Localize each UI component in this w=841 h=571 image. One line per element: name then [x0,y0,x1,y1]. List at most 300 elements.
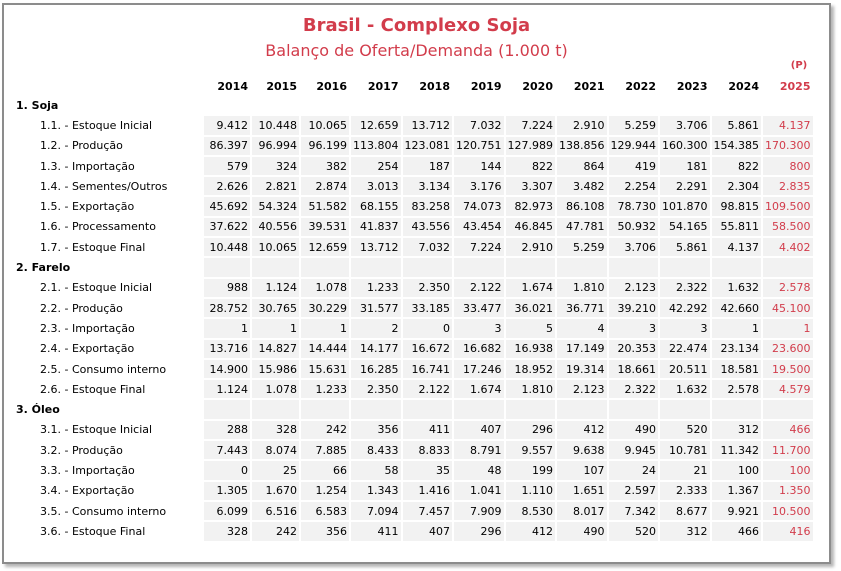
value-cell: 2.122 [403,380,453,398]
value-cell: 18.581 [712,360,762,378]
value-cell: 3 [660,319,710,337]
value-cell: 2.910 [506,238,556,256]
projection-cell: 1 [763,319,813,337]
value-cell: 160.300 [660,137,710,155]
projection-cell: 45.100 [763,299,813,317]
value-cell: 988 [204,279,250,297]
value-cell: 2.350 [351,380,401,398]
value-cell: 8.791 [454,441,504,459]
value-cell: 20.353 [609,340,659,358]
report-subtitle: Balanço de Oferta/Demanda (1.000 t) [265,41,568,60]
value-cell: 9.945 [609,441,659,459]
value-cell: 3.013 [351,177,401,195]
value-cell: 407 [403,522,453,540]
value-cell: 1.670 [252,482,299,500]
section-title: 1. Soja [16,98,59,112]
value-cell: 2.123 [557,380,607,398]
value-cell: 1.124 [252,279,299,297]
value-cell: 25 [252,461,299,479]
value-cell: 7.094 [351,502,401,520]
value-cell: 1.632 [712,279,762,297]
value-cell: 54.324 [252,197,299,215]
year-header-row [14,78,813,94]
empty-cell [660,400,710,418]
value-cell: 520 [609,522,659,540]
empty-cell [712,258,762,276]
value-cell: 1 [204,319,250,337]
value-cell: 1.078 [301,279,349,297]
empty-cell [351,258,401,276]
value-cell: 14.827 [252,340,299,358]
empty-cell [763,96,813,114]
table-row [14,137,813,155]
table-row [14,502,813,520]
value-cell: 55.811 [712,218,762,236]
value-cell: 33.477 [454,299,504,317]
table-row [14,461,813,479]
value-cell: 30.229 [301,299,349,317]
projection-cell: 58.500 [763,218,813,236]
table-row [14,441,813,459]
year-header-2022: 2022 [625,79,656,93]
value-cell: 16.741 [403,360,453,378]
header-corner [14,78,202,94]
value-cell: 8.530 [506,502,556,520]
value-cell: 2.122 [454,279,504,297]
value-cell: 7.224 [506,116,556,134]
value-cell: 7.909 [454,502,504,520]
projection-cell: 19.500 [763,360,813,378]
value-cell: 7.224 [454,238,504,256]
value-cell: 382 [301,157,349,175]
value-cell: 127.989 [506,137,556,155]
value-cell: 66 [301,461,349,479]
value-cell: 15.986 [252,360,299,378]
value-cell: 19.314 [557,360,607,378]
table-row [14,319,813,337]
value-cell: 5.861 [660,238,710,256]
row-label: 2.2. - Produção [40,301,123,315]
value-cell: 41.837 [351,218,401,236]
value-cell: 96.199 [301,137,349,155]
value-cell: 39.531 [301,218,349,236]
projection-cell: 2.835 [763,177,813,195]
value-cell: 10.448 [204,238,250,256]
empty-cell [454,96,504,114]
value-cell: 2.874 [301,177,349,195]
value-cell: 129.944 [609,137,659,155]
value-cell: 2.123 [609,279,659,297]
empty-cell [557,96,607,114]
value-cell: 520 [660,421,710,439]
value-cell: 101.870 [660,197,710,215]
value-cell: 2.350 [403,279,453,297]
empty-cell [557,400,607,418]
value-cell: 4 [557,319,607,337]
value-cell: 6.099 [204,502,250,520]
empty-cell [351,96,401,114]
value-cell: 312 [660,522,710,540]
value-cell: 7.885 [301,441,349,459]
value-cell: 30.765 [252,299,299,317]
row-label: 1.5. - Exportação [40,200,135,214]
value-cell: 8.677 [660,502,710,520]
value-cell: 86.108 [557,197,607,215]
projection-cell: 100 [763,461,813,479]
section-header-row [14,96,813,114]
value-cell: 144 [454,157,504,175]
value-cell: 412 [506,522,556,540]
table-row [14,299,813,317]
value-cell: 43.556 [403,218,453,236]
projection-cell: 416 [763,522,813,540]
value-cell: 123.081 [403,137,453,155]
value-cell: 3.176 [454,177,504,195]
value-cell: 579 [204,157,250,175]
projection-cell: 800 [763,157,813,175]
value-cell: 1.233 [351,279,401,297]
value-cell: 4.137 [712,238,762,256]
value-cell: 1.810 [506,380,556,398]
value-cell: 18.661 [609,360,659,378]
empty-cell [252,400,299,418]
value-cell: 242 [252,522,299,540]
row-label: 3.1. - Estoque Inicial [40,423,153,437]
value-cell: 74.073 [454,197,504,215]
value-cell: 16.938 [506,340,556,358]
value-cell: 16.672 [403,340,453,358]
value-cell: 3.706 [609,238,659,256]
section-title: 2. Farelo [16,261,71,275]
value-cell: 18.952 [506,360,556,378]
value-cell: 2 [351,319,401,337]
value-cell: 120.751 [454,137,504,155]
value-cell: 33.185 [403,299,453,317]
projection-cell: 109.500 [763,197,813,215]
row-label: 3.3. - Importação [40,463,135,477]
row-label: 3.5. - Consumo interno [40,504,167,518]
projection-cell: 466 [763,421,813,439]
year-header-2021: 2021 [573,79,605,93]
year-header-2025: 2025 [779,79,811,93]
value-cell: 10.448 [252,116,299,134]
value-cell: 12.659 [351,116,401,134]
year-header-2015: 2015 [266,79,297,93]
value-cell: 22.474 [660,340,710,358]
empty-cell [252,258,299,276]
value-cell: 9.921 [712,502,762,520]
table-row [14,218,813,236]
row-label: 2.3. - Importação [40,321,135,335]
row-label: 1.2. - Produção [40,139,123,153]
value-cell: 2.910 [557,116,607,134]
row-label: 1.4. - Sementes/Outros [40,179,168,193]
value-cell: 2.322 [660,279,710,297]
value-cell: 5.259 [557,238,607,256]
empty-cell [609,400,659,418]
empty-cell [660,258,710,276]
value-cell: 13.716 [204,340,250,358]
value-cell: 328 [252,421,299,439]
value-cell: 411 [403,421,453,439]
report-title: Brasil - Complexo Soja [302,15,531,36]
empty-cell [301,258,349,276]
value-cell: 7.032 [454,116,504,134]
value-cell: 10.065 [301,116,349,134]
value-cell: 21 [660,461,710,479]
value-cell: 51.582 [301,197,349,215]
value-cell: 20.511 [660,360,710,378]
empty-cell [204,400,250,418]
projection-cell: 23.600 [763,340,813,358]
value-cell: 3 [609,319,659,337]
value-cell: 324 [252,157,299,175]
empty-cell [660,96,710,114]
value-cell: 35 [403,461,453,479]
value-cell: 1.651 [557,482,607,500]
empty-cell [204,96,250,114]
value-cell: 15.631 [301,360,349,378]
value-cell: 8.074 [252,441,299,459]
table-row [14,238,813,256]
value-cell: 8.017 [557,502,607,520]
row-label: 3.4. - Exportação [40,484,135,498]
value-cell: 5.861 [712,116,762,134]
projection-cell: 2.578 [763,279,813,297]
projection-cell: 170.300 [763,137,813,155]
value-cell: 1.416 [403,482,453,500]
table-row [14,177,813,195]
value-cell: 68.155 [351,197,401,215]
empty-cell [301,400,349,418]
value-cell: 0 [403,319,453,337]
value-cell: 9.412 [204,116,250,134]
empty-cell [712,96,762,114]
value-cell: 2.333 [660,482,710,500]
value-cell: 13.712 [351,238,401,256]
row-label: 1.6. - Processamento [40,220,156,234]
section-title: 3. Óleo [16,403,60,417]
value-cell: 296 [454,522,504,540]
year-header-2014: 2014 [217,79,248,93]
projection-cell: 4.579 [763,380,813,398]
row-label: 3.2. - Produção [40,443,123,457]
value-cell: 1.233 [301,380,349,398]
report-frame [2,3,831,564]
empty-cell [301,96,349,114]
value-cell: 254 [351,157,401,175]
value-cell: 242 [301,421,349,439]
value-cell: 3.482 [557,177,607,195]
value-cell: 7.457 [403,502,453,520]
value-cell: 407 [454,421,504,439]
value-cell: 10.065 [252,238,299,256]
value-cell: 1 [301,319,349,337]
table-row [14,157,813,175]
value-cell: 96.994 [252,137,299,155]
value-cell: 9.557 [506,441,556,459]
empty-cell [403,400,453,418]
value-cell: 864 [557,157,607,175]
value-cell: 3.307 [506,177,556,195]
value-cell: 45.692 [204,197,250,215]
value-cell: 5.259 [609,116,659,134]
value-cell: 2.304 [712,177,762,195]
value-cell: 16.682 [454,340,504,358]
table-row [14,482,813,500]
value-cell: 2.821 [252,177,299,195]
value-cell: 2.322 [609,380,659,398]
row-label: 3.6. - Estoque Final [40,524,146,538]
value-cell: 2.626 [204,177,250,195]
value-cell: 490 [609,421,659,439]
value-cell: 9.638 [557,441,607,459]
value-cell: 42.292 [660,299,710,317]
value-cell: 181 [660,157,710,175]
value-cell: 54.165 [660,218,710,236]
empty-cell [204,258,250,276]
value-cell: 113.804 [351,137,401,155]
table-row [14,279,813,297]
value-cell: 3.134 [403,177,453,195]
empty-cell [454,258,504,276]
value-cell: 13.712 [403,116,453,134]
value-cell: 490 [557,522,607,540]
value-cell: 1.343 [351,482,401,500]
value-cell: 288 [204,421,250,439]
value-cell: 1.632 [660,380,710,398]
value-cell: 82.973 [506,197,556,215]
value-cell: 2.291 [660,177,710,195]
value-cell: 47.781 [557,218,607,236]
value-cell: 187 [403,157,453,175]
value-cell: 14.444 [301,340,349,358]
value-cell: 7.443 [204,441,250,459]
value-cell: 36.771 [557,299,607,317]
value-cell: 23.134 [712,340,762,358]
value-cell: 466 [712,522,762,540]
table-row [14,116,813,134]
value-cell: 1.078 [252,380,299,398]
value-cell: 1.110 [506,482,556,500]
empty-cell [351,400,401,418]
empty-cell [763,258,813,276]
value-cell: 86.397 [204,137,250,155]
value-cell: 14.177 [351,340,401,358]
value-cell: 356 [301,522,349,540]
value-cell: 43.454 [454,218,504,236]
year-header-2016: 2016 [316,79,347,93]
year-header-2018: 2018 [419,79,450,93]
value-cell: 6.516 [252,502,299,520]
empty-cell [506,96,556,114]
balance-table [12,76,815,543]
value-cell: 2.597 [609,482,659,500]
value-cell: 48 [454,461,504,479]
value-cell: 8.433 [351,441,401,459]
value-cell: 1 [712,319,762,337]
value-cell: 1.674 [454,380,504,398]
empty-cell [403,96,453,114]
projection-cell: 4.137 [763,116,813,134]
value-cell: 58 [351,461,401,479]
value-cell: 411 [351,522,401,540]
value-cell: 31.577 [351,299,401,317]
value-cell: 1.124 [204,380,250,398]
value-cell: 83.258 [403,197,453,215]
table-row [14,522,813,540]
value-cell: 42.660 [712,299,762,317]
empty-cell [252,96,299,114]
empty-cell [557,258,607,276]
value-cell: 40.556 [252,218,299,236]
value-cell: 11.342 [712,441,762,459]
section-header-row [14,400,813,418]
table-row [14,380,813,398]
value-cell: 1.674 [506,279,556,297]
value-cell: 100 [712,461,762,479]
value-cell: 39.210 [609,299,659,317]
value-cell: 28.752 [204,299,250,317]
value-cell: 3 [454,319,504,337]
value-cell: 138.856 [557,137,607,155]
value-cell: 1 [252,319,299,337]
table-row [14,340,813,358]
value-cell: 7.342 [609,502,659,520]
value-cell: 1.810 [557,279,607,297]
empty-cell [609,258,659,276]
row-label: 1.1. - Estoque Inicial [40,118,153,132]
value-cell: 412 [557,421,607,439]
table-row [14,360,813,378]
value-cell: 1.254 [301,482,349,500]
projection-cell: 11.700 [763,441,813,459]
value-cell: 356 [351,421,401,439]
value-cell: 1.367 [712,482,762,500]
projection-mark: (P) [790,60,808,71]
year-header-2020: 2020 [522,79,553,93]
value-cell: 37.622 [204,218,250,236]
value-cell: 107 [557,461,607,479]
value-cell: 10.781 [660,441,710,459]
table-row [14,421,813,439]
value-cell: 6.583 [301,502,349,520]
row-label: 1.7. - Estoque Final [40,240,146,254]
projection-cell: 10.500 [763,502,813,520]
value-cell: 78.730 [609,197,659,215]
year-header-2019: 2019 [470,79,502,93]
empty-cell [454,400,504,418]
row-label: 2.6. - Estoque Final [40,382,146,396]
value-cell: 7.032 [403,238,453,256]
empty-cell [506,400,556,418]
value-cell: 8.833 [403,441,453,459]
value-cell: 2.578 [712,380,762,398]
value-cell: 328 [204,522,250,540]
value-cell: 419 [609,157,659,175]
value-cell: 2.254 [609,177,659,195]
value-cell: 17.149 [557,340,607,358]
section-header-row [14,258,813,276]
value-cell: 24 [609,461,659,479]
value-cell: 98.815 [712,197,762,215]
empty-cell [403,258,453,276]
empty-cell [712,400,762,418]
value-cell: 312 [712,421,762,439]
value-cell: 14.900 [204,360,250,378]
table-row [14,197,813,215]
empty-cell [763,400,813,418]
